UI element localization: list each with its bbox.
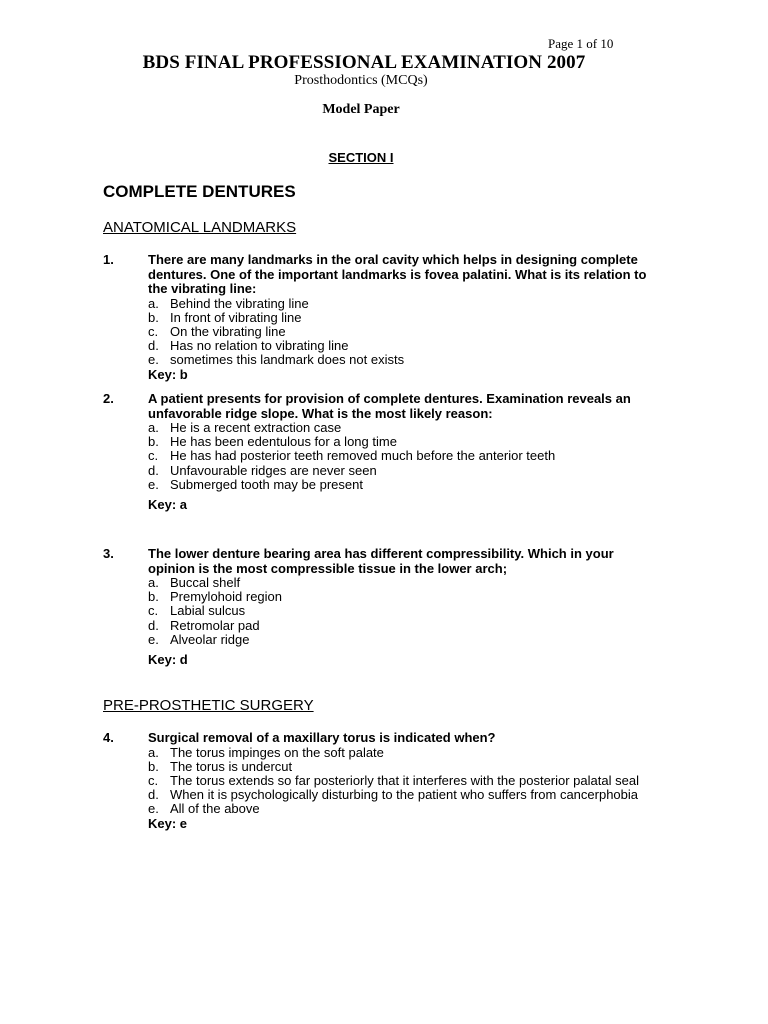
question-number: 1. [103, 252, 114, 267]
option-text: Retromolar pad [170, 617, 260, 633]
question-number: 2. [103, 391, 114, 406]
question-4 [103, 731, 663, 831]
option-d [148, 788, 663, 802]
section-label: SECTION I [328, 150, 394, 165]
option-text: He has been edentulous for a long time [170, 434, 397, 450]
option-letter: c. [148, 448, 159, 464]
option-text: He is a recent extraction case [170, 420, 342, 435]
question-header [103, 392, 663, 421]
option-letter: b. [148, 309, 159, 325]
option-d [148, 464, 663, 478]
option-b [148, 760, 663, 774]
option-letter: a. [148, 744, 159, 760]
option-letter: d. [148, 462, 159, 478]
option-text: Alveolar ridge [170, 631, 250, 647]
option-letter: b. [148, 434, 159, 450]
answer-key: Key: d [148, 652, 188, 668]
option-e [148, 353, 663, 367]
question-header [103, 731, 663, 746]
option-e [148, 802, 663, 816]
option-letter: c. [148, 772, 159, 788]
page-number: Page 1 of 10 [548, 36, 614, 51]
option-text: Premylohoid region [170, 589, 283, 605]
option-text: The torus is undercut [170, 758, 293, 774]
option-letter: a. [148, 295, 159, 311]
option-a [148, 746, 663, 760]
option-letter: d. [148, 787, 159, 803]
option-text: The torus extends so far posteriorly that it interferes with the posterior palatal seal [170, 772, 639, 788]
answer-key: Key: e [148, 815, 188, 831]
subtopic-anatomical-landmarks: ANATOMICAL LANDMARKS [103, 219, 297, 236]
option-d [148, 339, 663, 353]
question-text: Surgical removal of a maxillary torus is indicated when? [148, 730, 496, 745]
option-a [148, 576, 663, 590]
option-list [103, 421, 663, 492]
option-a [148, 421, 663, 435]
option-text: He has had posterior teeth removed much before the anterior teeth [170, 448, 556, 464]
option-c [148, 325, 663, 339]
option-letter: c. [148, 603, 159, 619]
option-letter: e. [148, 631, 159, 647]
answer-key: Key: a [148, 497, 188, 513]
option-text: Submerged tooth may be present [170, 476, 363, 492]
question-header [103, 547, 663, 576]
option-e [148, 478, 663, 492]
option-e [148, 633, 663, 647]
option-letter: a. [148, 575, 159, 590]
option-letter: d. [148, 338, 159, 354]
exam-subtitle: Prosthodontics (MCQs) [294, 73, 428, 88]
option-text: Has no relation to vibrating line [170, 338, 349, 354]
option-text: In front of vibrating line [170, 309, 302, 325]
answer-key: Key: b [148, 366, 188, 382]
option-letter: b. [148, 758, 159, 774]
option-text: The torus impinges on the soft palate [170, 744, 384, 760]
option-c [148, 604, 663, 618]
option-list [103, 297, 663, 368]
option-letter: d. [148, 617, 159, 633]
option-letter: e. [148, 476, 159, 492]
question-text: The lower denture bearing area has different compressibility. Which in your opinion is the most compressible tissue in the lower arch; [148, 546, 614, 576]
option-text: When it is psychologically disturbing to the patient who suffers from cancerphobia [170, 787, 639, 803]
option-text: On the vibrating line [170, 323, 286, 339]
paper-type: Model Paper [322, 102, 400, 117]
option-a [148, 297, 663, 311]
question-header [103, 253, 663, 297]
option-list [103, 746, 663, 817]
question-text: There are many landmarks in the oral cavity which helps in designing complete dentures. One of the important landmarks is fovea palatini. What is its relation to the vibrating line: [148, 252, 647, 296]
question-1 [103, 253, 663, 382]
option-letter: b. [148, 589, 159, 605]
question-2 [103, 392, 663, 513]
question-text: A patient presents for provision of complete dentures. Examination reveals an unfavorable ridge slope. What is the most likely reason: [148, 391, 631, 421]
option-text: Labial sulcus [170, 603, 246, 619]
option-letter: e. [148, 801, 159, 817]
option-text: Unfavourable ridges are never seen [170, 462, 377, 478]
option-b [148, 435, 663, 449]
option-letter: a. [148, 420, 159, 435]
exam-title: BDS FINAL PROFESSIONAL EXAMINATION 2007 [142, 52, 586, 73]
option-d [148, 619, 663, 633]
topic-heading: COMPLETE DENTURES [103, 182, 296, 201]
option-c [148, 449, 663, 463]
option-b [148, 311, 663, 325]
question-number: 3. [103, 546, 114, 561]
option-text: Behind the vibrating line [170, 295, 309, 311]
option-letter: e. [148, 352, 159, 368]
question-3 [103, 547, 663, 668]
option-letter: c. [148, 323, 159, 339]
option-text: Buccal shelf [170, 575, 241, 590]
option-text: All of the above [170, 801, 260, 817]
option-b [148, 590, 663, 604]
subtopic-pre-prosthetic-surgery: PRE-PROSTHETIC SURGERY [103, 697, 314, 714]
option-c [148, 774, 663, 788]
option-list [103, 576, 663, 647]
option-text: sometimes this landmark does not exists [170, 352, 405, 368]
question-number: 4. [103, 730, 114, 745]
